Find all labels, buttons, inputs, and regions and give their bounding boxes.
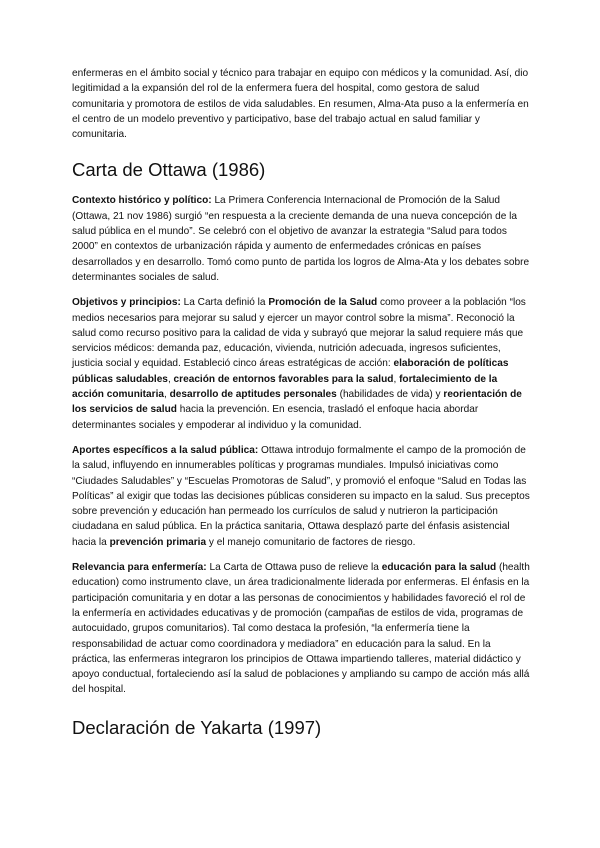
text-span: (habilidades de vida) y — [336, 389, 444, 401]
bold-term: elaboración de políticas públicas saludables — [72, 358, 509, 385]
section-heading-ottawa: Carta de Ottawa (1986) — [72, 159, 266, 181]
paragraph-label: Aportes específicos a la salud pública: — [72, 444, 259, 456]
paragraph-label: Relevancia para enfermería: — [72, 562, 207, 574]
bold-term: creación de entornos favorables para la salud — [173, 373, 394, 385]
bold-term: educación para la salud — [381, 562, 497, 574]
text-span: como proveer a la población “los medios necesarios para mejorar su salud y ejercer un mayor control sobre la misma”. Reconoció la salud como recurso positivo para la calidad de vida y subrayó que mejorar la salud requiere más que servicios médicos: demanda paz, educación, vivienda, nutrición adecuada, ingresos suficientes, justicia social y equidad. Estableció cinco áreas estratégicas de acción: — [72, 297, 526, 370]
paragraph-text: La Primera Conferencia Internacional de Promoción de la Salud (Ottawa, 21 nov 1986) surgió “en respuesta a la creciente demanda de una nueva concepción de la salud pública en el mundo”. Se celebró con el objetivo de avanzar la estrategia “Salud para todos 2000” en contextos de urbanización rápida y aumento de enfermedades crónicas en países desarrollados y en desarrollo. Tomó como punto de partida los logros de Alma-Ata y los debates sobre determinantes sociales de salud. — [72, 195, 530, 283]
bold-term: prevención primaria — [109, 536, 207, 548]
bold-term: desarrollo de aptitudes personales — [169, 389, 337, 401]
paragraph-objectives — [72, 295, 530, 433]
paragraph-contributions — [72, 443, 530, 550]
bold-term: reorientación de los servicios de salud — [72, 389, 522, 416]
bold-term: Promoción de la Salud — [268, 297, 378, 309]
text-span: , — [393, 373, 400, 385]
text-span: Ottawa introdujo formalmente el campo de la promoción de la salud, influyendo en innumerables políticas y programas mundiales. Impulsó iniciativas como “Ciudades Saludables” y “Escuelas Promotoras de Salud”, y promovió el enfoque “Salud en Todas las Políticas” al exigir que todas las decisiones públicas consideren su impacto en la salud. Sus preceptos sobre prevención y educación han permeado los currículos de salud y nutrieron la participación ciudadana en salud pública. En la práctica sanitaria, Ottawa desplazó parte del énfasis asistencial hacia la — [72, 444, 530, 548]
text-span: y el manejo comunitario de factores de riesgo. — [206, 536, 416, 548]
paragraph-label: Objetivos y principios: — [72, 297, 181, 309]
paragraph-context — [72, 193, 530, 285]
section-heading-yakarta: Declaración de Yakarta (1997) — [72, 716, 322, 738]
intro-paragraph: enfermeras en el ámbito social y técnico para trabajar en equipo con médicos y la comunidad. Así, dio legitimidad a la expansión del rol de la enfermera fuera del hospital, como gestora de salud comunitaria y promotora de estilos de vida saludables. En resumen, Alma-Ata puso a la enfermería en el centro de un modelo preventivo y participativo, base del trabajo actual en salud familiar y comunitaria. — [72, 68, 529, 141]
paragraph-label: Contexto histórico y político: — [72, 195, 212, 207]
text-span: La Carta definió la — [180, 297, 269, 309]
text-span: hacia la prevención. En esencia, trasladó el enfoque hacia abordar determinantes sociales y empoderar al individuo y la comunidad. — [72, 404, 479, 431]
text-span: (health education) como instrumento clave, un área tradicionalmente liderada por enfermeras. El énfasis en la participación comunitaria y en dotar a las personas de conocimientos y habilidades favoreció el rol de la enfermería en actividades educativas y de promoción (campañas de estilos de vida, programas de autocuidado, grupos comunitarios). Tal como destaca la profesión, “la enfermería tiene la responsabilidad de actuar como coordinadora y mediadora” en educación para la salud. En la práctica, las enfermeras integraron los principios de Ottawa impartiendo talleres, material didáctico y apoyo conductual, fortaleciendo así la salud de poblaciones y ampliando su campo de acción más allá del hospital. — [72, 562, 530, 696]
bold-term: fortalecimiento de la acción comunitaria — [72, 373, 498, 401]
text-span: , — [167, 373, 174, 385]
text-span: La Carta de Ottawa puso de relieve la — [206, 562, 382, 574]
text-span: , — [164, 389, 170, 401]
document-page — [72, 66, 530, 739]
paragraph-nursing-relevance — [72, 560, 530, 698]
